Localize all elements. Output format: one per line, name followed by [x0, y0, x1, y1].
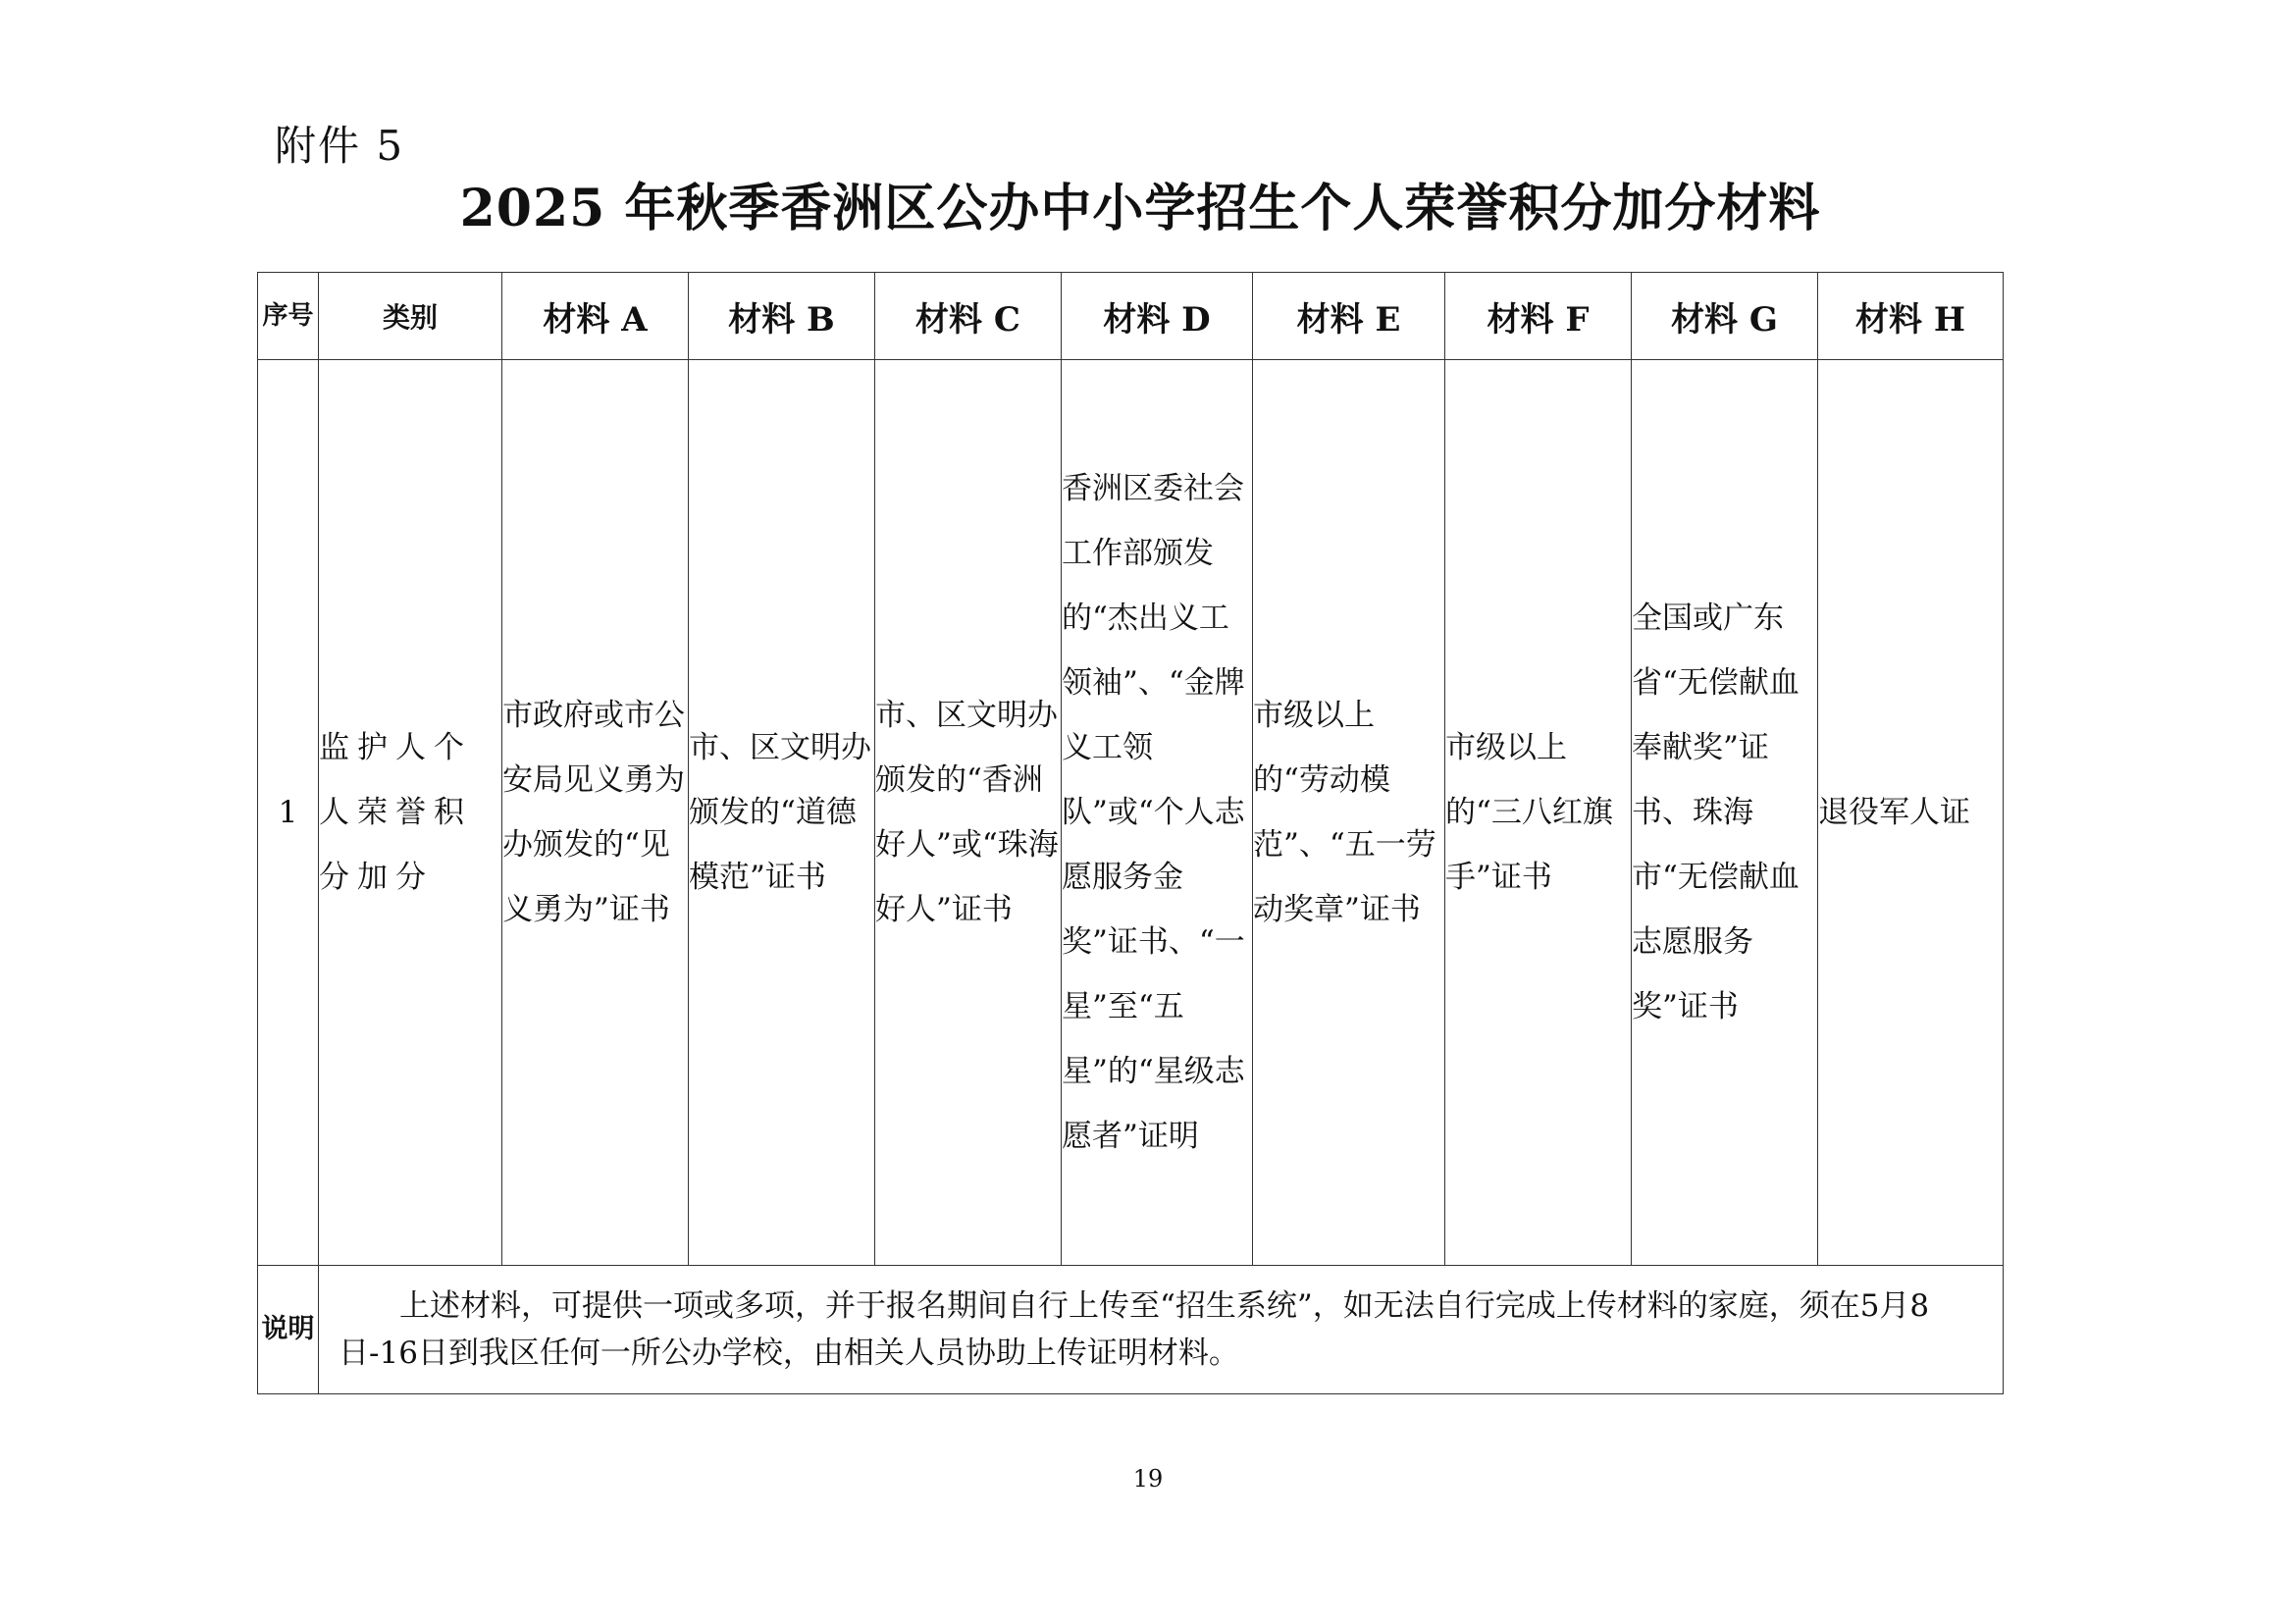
note-label-cell: 说明	[258, 1266, 319, 1394]
column-header-material-e: 材料 E	[1253, 273, 1445, 360]
column-header-material-a: 材料 A	[502, 273, 689, 360]
document-title: 2025 年秋季香洲区公办中小学招生个人荣誉积分加分材料	[459, 179, 1821, 238]
table-row	[258, 360, 2004, 1266]
column-header-material-c: 材料 C	[875, 273, 1062, 360]
row-category-cell: 监护人个人荣誉积分加分	[319, 360, 502, 1266]
column-header-category: 类别	[319, 273, 502, 360]
table-header-row	[258, 273, 2004, 360]
note-text-cell: 上述材料，可提供一项或多项，并于报名期间自行上传至“招生系统”，如无法自行完成上传材料的家庭，须在5月8日-16日到我区任何一所公办学校，由相关人员协助上传证明材料。	[319, 1266, 2004, 1394]
column-header-material-h: 材料 H	[1818, 273, 2004, 360]
material-d-cell: 香洲区委社会工作部颁发的“杰出义工领袖”、“金牌义工领队”或“个人志愿服务金奖”证书、“一星”至“五星”的“星级志愿者”证明	[1062, 360, 1253, 1266]
material-a-cell: 市政府或市公安局见义勇为办颁发的“见义勇为”证书	[502, 360, 689, 1266]
column-header-material-f: 材料 F	[1445, 273, 1632, 360]
column-header-material-g: 材料 G	[1632, 273, 1818, 360]
attachment-label: 附件 5	[275, 122, 405, 170]
note-row	[258, 1266, 2004, 1394]
materials-table	[257, 272, 2004, 1394]
row-seq-cell: 1	[258, 360, 319, 1266]
column-header-material-b: 材料 B	[689, 273, 875, 360]
material-c-cell: 市、区文明办颁发的“香洲好人”或“珠海好人”证书	[875, 360, 1062, 1266]
material-e-cell: 市级以上的“劳动模范”、“五一劳动奖章”证书	[1253, 360, 1445, 1266]
material-g-cell: 全国或广东省“无偿献血奉献奖”证书、珠海市“无偿献血志愿服务奖”证书	[1632, 360, 1818, 1266]
column-header-material-d: 材料 D	[1062, 273, 1253, 360]
material-h-cell: 退役军人证	[1818, 360, 2004, 1266]
material-f-cell: 市级以上的“三八红旗手”证书	[1445, 360, 1632, 1266]
material-b-cell: 市、区文明办颁发的“道德模范”证书	[689, 360, 875, 1266]
column-header-seq: 序号	[258, 273, 319, 360]
page-number: 19	[1132, 1465, 1164, 1493]
